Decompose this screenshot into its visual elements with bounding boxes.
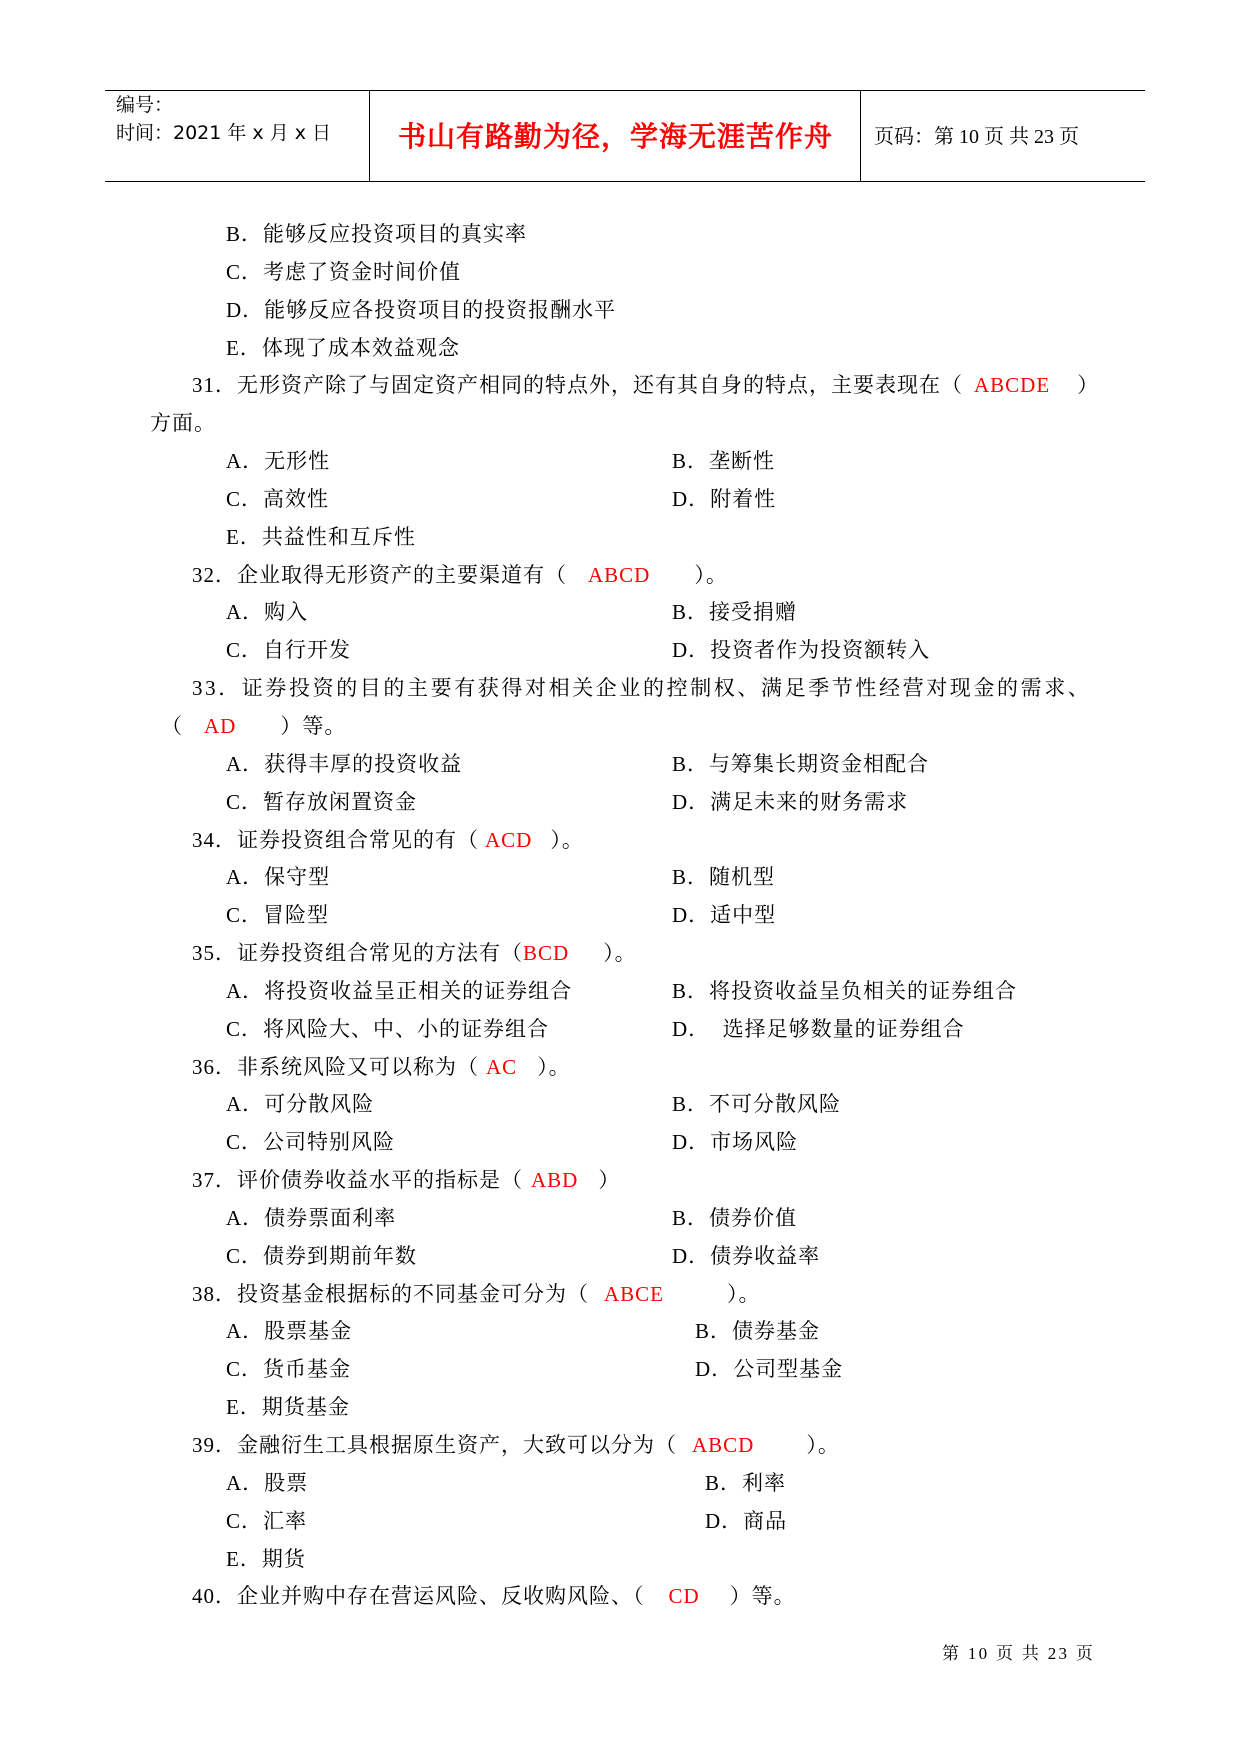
option-row: [0, 1389, 1241, 1427]
question-34: [0, 822, 1241, 860]
option-item: B．垄断性: [672, 449, 776, 474]
option-item: A．购入: [226, 600, 309, 625]
question-stem: [192, 935, 637, 973]
document-number-label: 编号：: [116, 94, 174, 116]
question-40: [0, 1578, 1241, 1616]
header-divider: [860, 91, 861, 181]
option-item: B．债券价值: [672, 1205, 798, 1230]
question-text-end: ）。: [537, 1054, 571, 1079]
option-item: C．冒险型: [226, 903, 330, 928]
option-row: [0, 481, 1241, 519]
question-31: [0, 367, 1241, 405]
document-date: 时间：2021 年 x 月 x 日: [116, 122, 332, 144]
question-37: [0, 1162, 1241, 1200]
header-divider: [369, 91, 370, 181]
option-item: C．公司特别风险: [226, 1130, 396, 1155]
option-row: [0, 254, 1241, 292]
page-header: [105, 90, 1145, 182]
question-continuation: [0, 405, 1241, 443]
option-row: [0, 594, 1241, 632]
option-item: B．将投资收益呈负相关的证券组合: [672, 978, 1018, 1003]
option-item: B．利率: [705, 1470, 787, 1495]
option-item: C．汇率: [226, 1508, 308, 1533]
question-36: [0, 1049, 1241, 1087]
option-item: B．债券基金: [695, 1319, 821, 1344]
option-row: [0, 1313, 1241, 1351]
header-motto: 书山有路勤为径，学海无涯苦作舟: [397, 122, 833, 153]
option-item: D．附着性: [672, 486, 777, 511]
option-item: E．共益性和互斥性: [226, 524, 416, 549]
option-item: D．债券收益率: [672, 1243, 821, 1268]
question-stem: [161, 708, 346, 746]
answer-text: AD: [204, 713, 237, 738]
option-row: [0, 1503, 1241, 1541]
option-item: D．满足未来的财务需求: [672, 789, 909, 814]
question-38: [0, 1276, 1241, 1314]
option-item: B．接受捐赠: [672, 600, 798, 625]
option-row: [0, 859, 1241, 897]
option-row: [0, 519, 1241, 557]
question-text: 34．证券投资组合常见的有（: [192, 827, 479, 852]
question-text: 31．无形资产除了与固定资产相同的特点外，还有其自身的特点，主要表现在（: [192, 373, 963, 398]
question-stem: [192, 1427, 840, 1465]
option-item: C．高效性: [226, 486, 330, 511]
answer-text: ABCD: [588, 562, 651, 587]
question-text: 35．证券投资组合常见的方法有（: [192, 941, 523, 966]
option-item: E．期货基金: [226, 1395, 350, 1420]
question-continuation: [0, 708, 1241, 746]
question-text-continued: （: [161, 713, 183, 738]
option-row: [0, 746, 1241, 784]
option-item: C．暂存放闲置资金: [226, 789, 418, 814]
question-stem: [192, 367, 1099, 405]
option-item: C．货币基金: [226, 1357, 352, 1382]
option-item: D．商品: [705, 1508, 788, 1533]
option-item: E．期货: [226, 1546, 306, 1571]
option-item: D．能够反应各投资项目的投资报酬水平: [226, 297, 617, 322]
question-text-end: ）。: [550, 827, 584, 852]
question-33: [0, 670, 1241, 708]
question-text-end: ）等。: [280, 713, 347, 738]
option-item: C．债券到期前年数: [226, 1243, 418, 1268]
question-text: 40．企业并购中存在营运风险、反收购风险、（: [192, 1584, 645, 1609]
option-row: [0, 1011, 1241, 1049]
question-text-continued: 方面。: [150, 411, 216, 436]
question-stem: [192, 1162, 620, 1200]
option-item: D．市场风险: [672, 1130, 799, 1155]
option-item: D．适中型: [672, 903, 777, 928]
option-item: E．体现了成本效益观念: [226, 335, 460, 360]
option-item: B．与筹集长期资金相配合: [672, 751, 930, 776]
option-row: [0, 897, 1241, 935]
question-stem: [192, 1049, 571, 1087]
option-item: A．保守型: [226, 865, 331, 890]
option-item: A．股票: [226, 1470, 309, 1495]
option-row: [0, 632, 1241, 670]
question-stem: [192, 1578, 796, 1616]
option-item: B．能够反应投资项目的真实率: [226, 222, 528, 246]
option-item: C．考虑了资金时间价值: [226, 259, 462, 284]
question-stem: [192, 1276, 761, 1314]
option-item: A．将投资收益呈正相关的证券组合: [226, 978, 573, 1003]
option-row: [0, 292, 1241, 330]
option-row: [0, 784, 1241, 822]
option-item: A．可分散风险: [226, 1092, 375, 1117]
question-35: [0, 935, 1241, 973]
document-body: [0, 216, 1241, 1616]
question-text-end: ）。: [694, 562, 728, 587]
option-row: [0, 1465, 1241, 1503]
option-row: [0, 973, 1241, 1011]
question-text-end: ）: [598, 1168, 621, 1193]
answer-text: BCD: [523, 941, 570, 966]
option-item: A．无形性: [226, 449, 331, 474]
option-item: C．自行开发: [226, 638, 352, 663]
option-item: B．不可分散风险: [672, 1092, 842, 1117]
option-row: [0, 443, 1241, 481]
answer-text: AC: [486, 1054, 518, 1079]
question-stem: [192, 557, 728, 595]
question-text-end: ）。: [727, 1281, 761, 1306]
question-text: 32．企业取得无形资产的主要渠道有（: [192, 562, 567, 587]
option-row: [0, 330, 1241, 368]
page-footer: 第 10 页 共 23 页: [942, 1644, 1096, 1663]
question-text: 37．评价债券收益水平的指标是（: [192, 1168, 523, 1193]
option-item: D．投资者作为投资额转入: [672, 638, 931, 663]
answer-text: ABD: [531, 1168, 579, 1193]
question-text-end: ）等。: [729, 1584, 796, 1609]
option-item: A．债券票面利率: [226, 1205, 397, 1230]
answer-text: ACD: [485, 827, 533, 852]
answer-text: ABCDE: [974, 373, 1051, 398]
option-item: C．将风险大、中、小的证券组合: [226, 1016, 550, 1041]
option-row: [0, 1086, 1241, 1124]
question-text-end: ）: [1077, 373, 1100, 398]
option-row: [0, 1238, 1241, 1276]
answer-text: CD: [668, 1584, 700, 1609]
option-row: [0, 1541, 1241, 1579]
answer-text: ABCE: [604, 1281, 665, 1306]
option-item: B．随机型: [672, 865, 776, 890]
question-text: 39．金融衍生工具根据原生资产，大致可以分为（: [192, 1433, 677, 1457]
question-32: [0, 557, 1241, 595]
option-item: D．公司型基金: [695, 1357, 844, 1382]
option-item: A．股票基金: [226, 1319, 353, 1344]
option-row: [0, 1124, 1241, 1162]
header-page-number: 页码：第 10 页 共 23 页: [874, 126, 1079, 148]
question-text: 38．投资基金根据标的不同基金可分为（: [192, 1281, 589, 1306]
option-row: [0, 216, 1241, 254]
option-row: [0, 1351, 1241, 1389]
option-item: A．获得丰厚的投资收益: [226, 751, 463, 776]
question-text-end: ）。: [603, 941, 637, 966]
question-39: [0, 1427, 1241, 1465]
option-row: [0, 1200, 1241, 1238]
option-item: D． 选择足够数量的证券组合: [672, 1016, 965, 1041]
question-text: 36．非系统风险又可以称为（: [192, 1054, 479, 1079]
question-text-end: ）。: [806, 1433, 840, 1457]
question-stem: [192, 822, 584, 860]
question-text: 33．证券投资的目的主要有获得对相关企业的控制权、满足季节性经营对现金的需求、: [192, 676, 1092, 701]
answer-text: ABCD: [692, 1433, 755, 1457]
